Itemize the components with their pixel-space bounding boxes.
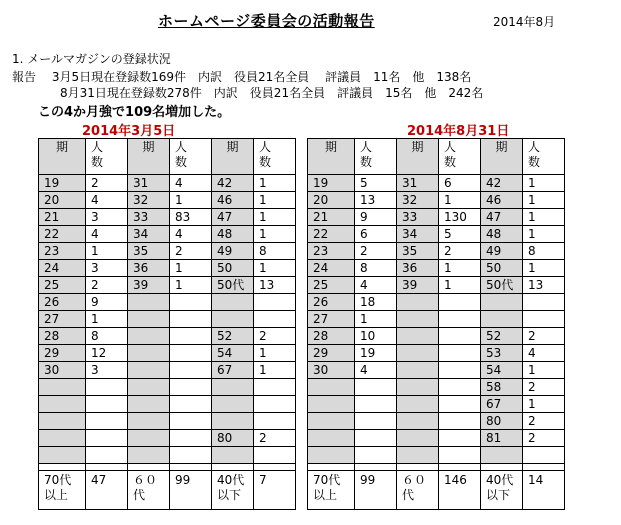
count-cell: 1: [523, 260, 565, 277]
spacer-cell: [523, 464, 565, 471]
table-row: [39, 430, 565, 447]
count-cell: 1: [86, 311, 128, 328]
table-row: [39, 243, 565, 260]
section-heading: 1. メールマガジンの登録状況: [12, 52, 171, 66]
count-cell: 1: [86, 243, 128, 260]
spacer-row: [39, 464, 565, 471]
count-cell: [439, 311, 481, 328]
count-cell: 1: [254, 209, 296, 226]
count-cell: [170, 447, 212, 464]
panel-gap: [296, 311, 308, 328]
term-cell: 27: [39, 311, 86, 328]
term-cell: [128, 430, 170, 447]
count-cell: [523, 294, 565, 311]
term-cell: [128, 345, 170, 362]
count-cell: 1: [523, 362, 565, 379]
term-cell: [128, 311, 170, 328]
count-cell: 人 数: [355, 139, 397, 175]
panel-gap: [296, 226, 308, 243]
term-cell: 21: [308, 209, 355, 226]
count-cell: 4: [355, 277, 397, 294]
term-cell: 30: [308, 362, 355, 379]
report-date: 2014年8月: [493, 15, 556, 29]
count-cell: 4: [170, 226, 212, 243]
term-cell: 期: [308, 139, 355, 175]
term-cell: [397, 345, 439, 362]
report-line-march: 報告 3月5日現在登録数169件 内訳 役員21名全員 評議員 11名 他 138名: [12, 70, 472, 84]
term-cell: 50: [212, 260, 254, 277]
spacer-cell: [254, 464, 296, 471]
count-cell: [86, 379, 128, 396]
term-cell: 31: [397, 175, 439, 192]
count-cell: [439, 447, 481, 464]
term-cell: 52: [212, 328, 254, 345]
term-cell: 27: [308, 311, 355, 328]
panel-gap: [296, 471, 308, 510]
term-cell: [128, 447, 170, 464]
header-row: [39, 139, 565, 175]
term-cell: 54: [212, 345, 254, 362]
count-cell: 1: [439, 192, 481, 209]
term-cell: 23: [308, 243, 355, 260]
term-cell: [397, 328, 439, 345]
panel-gap: [296, 345, 308, 362]
panel-gap: [296, 277, 308, 294]
count-cell: [355, 413, 397, 430]
count-cell: 人 数: [86, 139, 128, 175]
term-cell: ６０ 代: [397, 471, 439, 510]
count-cell: 12: [86, 345, 128, 362]
term-cell: 20: [308, 192, 355, 209]
term-cell: [128, 362, 170, 379]
term-cell: [397, 447, 439, 464]
term-cell: 40代 以下: [481, 471, 523, 510]
table-row: [39, 396, 565, 413]
table-row: [39, 175, 565, 192]
count-cell: [355, 430, 397, 447]
count-cell: [355, 447, 397, 464]
term-cell: 期: [397, 139, 439, 175]
count-cell: 130: [439, 209, 481, 226]
table-row: [39, 328, 565, 345]
count-cell: [254, 413, 296, 430]
term-cell: [397, 430, 439, 447]
term-cell: [397, 379, 439, 396]
table-row: [39, 192, 565, 209]
panel-date-march: 2014年3月5日: [82, 124, 176, 139]
term-cell: [397, 294, 439, 311]
term-cell: 50代: [481, 277, 523, 294]
term-cell: 80: [481, 413, 523, 430]
term-cell: [128, 379, 170, 396]
term-cell: 42: [212, 175, 254, 192]
panel-gap: [296, 362, 308, 379]
count-cell: 人 数: [523, 139, 565, 175]
count-cell: 2: [439, 243, 481, 260]
count-cell: [170, 345, 212, 362]
count-cell: 6: [439, 175, 481, 192]
term-cell: 40代 以下: [212, 471, 254, 510]
report-line-august: 8月31日現在登録数278件 内訳 役員21名全員 評議員 15名 他 242名: [60, 86, 484, 100]
count-cell: [86, 413, 128, 430]
count-cell: 1: [254, 226, 296, 243]
count-cell: 3: [86, 209, 128, 226]
spacer-cell: [439, 464, 481, 471]
count-cell: [170, 328, 212, 345]
table-row: [39, 209, 565, 226]
table-row: [39, 379, 565, 396]
count-cell: [439, 362, 481, 379]
count-cell: 1: [523, 396, 565, 413]
term-cell: [397, 311, 439, 328]
count-cell: [439, 345, 481, 362]
count-cell: 47: [86, 471, 128, 510]
term-cell: [39, 379, 86, 396]
table-row: [39, 447, 565, 464]
count-cell: 83: [170, 209, 212, 226]
spacer-cell: [397, 464, 439, 471]
count-cell: 7: [254, 471, 296, 510]
table-row: [39, 260, 565, 277]
term-cell: 58: [481, 379, 523, 396]
count-cell: 13: [523, 277, 565, 294]
count-cell: [170, 396, 212, 413]
term-cell: 33: [128, 209, 170, 226]
term-cell: 28: [308, 328, 355, 345]
term-cell: 35: [128, 243, 170, 260]
term-cell: 80: [212, 430, 254, 447]
count-cell: 2: [523, 430, 565, 447]
count-cell: 4: [86, 226, 128, 243]
spacer-cell: [128, 464, 170, 471]
count-cell: 3: [86, 260, 128, 277]
panel-gap: [296, 139, 308, 175]
spacer-cell: [86, 464, 128, 471]
count-cell: 1: [254, 260, 296, 277]
increase-note: この4か月強で109名増加した。: [38, 105, 231, 120]
term-cell: [481, 311, 523, 328]
term-cell: [481, 447, 523, 464]
term-cell: 39: [397, 277, 439, 294]
term-cell: [212, 294, 254, 311]
term-cell: [128, 396, 170, 413]
table-row: [39, 277, 565, 294]
term-cell: 32: [397, 192, 439, 209]
term-cell: 24: [39, 260, 86, 277]
panel-gap: [296, 413, 308, 430]
membership-table: [38, 138, 565, 510]
table-row: [39, 311, 565, 328]
count-cell: [170, 413, 212, 430]
count-cell: 10: [355, 328, 397, 345]
panel-gap: [296, 396, 308, 413]
count-cell: 4: [523, 345, 565, 362]
count-cell: 5: [355, 175, 397, 192]
term-cell: 48: [212, 226, 254, 243]
count-cell: 99: [170, 471, 212, 510]
page-title: ホームページ委員会の活動報告: [158, 12, 375, 30]
count-cell: [254, 311, 296, 328]
count-cell: [170, 294, 212, 311]
term-cell: [212, 396, 254, 413]
spacer-cell: [355, 464, 397, 471]
term-cell: 29: [308, 345, 355, 362]
count-cell: 5: [439, 226, 481, 243]
table-row: [39, 226, 565, 243]
count-cell: 2: [355, 243, 397, 260]
count-cell: [254, 379, 296, 396]
term-cell: 31: [128, 175, 170, 192]
count-cell: 2: [523, 379, 565, 396]
term-cell: 期: [481, 139, 523, 175]
term-cell: [397, 362, 439, 379]
term-cell: 34: [128, 226, 170, 243]
table-row: [39, 362, 565, 379]
panel-gap: [296, 447, 308, 464]
term-cell: [308, 430, 355, 447]
term-cell: 50: [481, 260, 523, 277]
term-cell: 36: [397, 260, 439, 277]
term-cell: 35: [397, 243, 439, 260]
count-cell: [86, 447, 128, 464]
count-cell: [86, 430, 128, 447]
count-cell: 2: [523, 413, 565, 430]
count-cell: [439, 413, 481, 430]
term-cell: 24: [308, 260, 355, 277]
term-cell: 26: [39, 294, 86, 311]
term-cell: 期: [212, 139, 254, 175]
table-row: [39, 294, 565, 311]
panel-gap: [296, 192, 308, 209]
count-cell: 1: [170, 260, 212, 277]
count-cell: 9: [86, 294, 128, 311]
panel-gap: [296, 260, 308, 277]
count-cell: 2: [170, 243, 212, 260]
term-cell: 23: [39, 243, 86, 260]
count-cell: 14: [523, 471, 565, 510]
count-cell: 人 数: [439, 139, 481, 175]
spacer-cell: [296, 464, 308, 471]
count-cell: [170, 311, 212, 328]
term-cell: 32: [128, 192, 170, 209]
table-row: [39, 413, 565, 430]
spacer-cell: [212, 464, 254, 471]
term-cell: [128, 413, 170, 430]
count-cell: [170, 430, 212, 447]
count-cell: 146: [439, 471, 481, 510]
count-cell: [523, 447, 565, 464]
count-cell: 2: [86, 277, 128, 294]
count-cell: 1: [254, 175, 296, 192]
term-cell: [212, 311, 254, 328]
count-cell: 99: [355, 471, 397, 510]
count-cell: 4: [170, 175, 212, 192]
count-cell: 1: [254, 192, 296, 209]
count-cell: [355, 396, 397, 413]
term-cell: 34: [397, 226, 439, 243]
term-cell: 21: [39, 209, 86, 226]
term-cell: 81: [481, 430, 523, 447]
count-cell: 1: [523, 175, 565, 192]
term-cell: 46: [481, 192, 523, 209]
count-cell: 1: [523, 226, 565, 243]
count-cell: 8: [355, 260, 397, 277]
term-cell: 22: [39, 226, 86, 243]
count-cell: 8: [254, 243, 296, 260]
term-cell: 70代 以上: [39, 471, 86, 510]
panel-gap: [296, 175, 308, 192]
term-cell: 期: [128, 139, 170, 175]
count-cell: 1: [355, 311, 397, 328]
count-cell: 19: [355, 345, 397, 362]
count-cell: 1: [523, 209, 565, 226]
term-cell: 期: [39, 139, 86, 175]
term-cell: 48: [481, 226, 523, 243]
count-cell: 1: [170, 277, 212, 294]
term-cell: 29: [39, 345, 86, 362]
count-cell: 3: [86, 362, 128, 379]
count-cell: 1: [254, 362, 296, 379]
count-cell: [170, 362, 212, 379]
term-cell: 26: [308, 294, 355, 311]
panel-gap: [296, 209, 308, 226]
term-cell: 25: [308, 277, 355, 294]
term-cell: 49: [481, 243, 523, 260]
count-cell: 8: [523, 243, 565, 260]
count-cell: 8: [86, 328, 128, 345]
panel-gap: [296, 379, 308, 396]
count-cell: [254, 396, 296, 413]
term-cell: [308, 413, 355, 430]
count-cell: 2: [254, 328, 296, 345]
term-cell: [212, 447, 254, 464]
spacer-cell: [308, 464, 355, 471]
term-cell: [39, 413, 86, 430]
count-cell: [439, 396, 481, 413]
count-cell: [439, 328, 481, 345]
term-cell: 20: [39, 192, 86, 209]
count-cell: 6: [355, 226, 397, 243]
table-row: [39, 345, 565, 362]
term-cell: [397, 396, 439, 413]
term-cell: 30: [39, 362, 86, 379]
term-cell: 42: [481, 175, 523, 192]
term-cell: 28: [39, 328, 86, 345]
term-cell: 49: [212, 243, 254, 260]
count-cell: [86, 396, 128, 413]
term-cell: [212, 379, 254, 396]
summary-row: [39, 471, 565, 510]
term-cell: 67: [212, 362, 254, 379]
count-cell: 18: [355, 294, 397, 311]
count-cell: 4: [355, 362, 397, 379]
term-cell: 46: [212, 192, 254, 209]
term-cell: [39, 396, 86, 413]
panel-gap: [296, 243, 308, 260]
term-cell: 25: [39, 277, 86, 294]
term-cell: [308, 447, 355, 464]
term-cell: 19: [308, 175, 355, 192]
term-cell: [481, 294, 523, 311]
count-cell: 13: [355, 192, 397, 209]
count-cell: 1: [439, 277, 481, 294]
count-cell: 1: [523, 192, 565, 209]
term-cell: 67: [481, 396, 523, 413]
term-cell: 47: [212, 209, 254, 226]
term-cell: [308, 396, 355, 413]
count-cell: [523, 311, 565, 328]
count-cell: 9: [355, 209, 397, 226]
count-cell: [439, 379, 481, 396]
count-cell: [439, 430, 481, 447]
term-cell: [39, 447, 86, 464]
count-cell: 2: [254, 430, 296, 447]
panel-date-august: 2014年8月31日: [407, 124, 510, 139]
spacer-cell: [481, 464, 523, 471]
count-cell: [355, 379, 397, 396]
count-cell: [254, 447, 296, 464]
term-cell: 50代: [212, 277, 254, 294]
count-cell: 2: [86, 175, 128, 192]
count-cell: 2: [523, 328, 565, 345]
term-cell: 47: [481, 209, 523, 226]
count-cell: 4: [86, 192, 128, 209]
term-cell: 36: [128, 260, 170, 277]
spacer-cell: [170, 464, 212, 471]
count-cell: [170, 379, 212, 396]
count-cell: 1: [170, 192, 212, 209]
term-cell: 52: [481, 328, 523, 345]
panel-gap: [296, 328, 308, 345]
term-cell: [128, 328, 170, 345]
count-cell: 人 数: [170, 139, 212, 175]
term-cell: [39, 430, 86, 447]
term-cell: 39: [128, 277, 170, 294]
term-cell: [397, 413, 439, 430]
term-cell: 22: [308, 226, 355, 243]
term-cell: 54: [481, 362, 523, 379]
spacer-cell: [39, 464, 86, 471]
count-cell: 人 数: [254, 139, 296, 175]
term-cell: [308, 379, 355, 396]
term-cell: ６０ 代: [128, 471, 170, 510]
panel-gap: [296, 294, 308, 311]
count-cell: [254, 294, 296, 311]
panel-gap: [296, 430, 308, 447]
term-cell: 70代 以上: [308, 471, 355, 510]
count-cell: 1: [439, 260, 481, 277]
count-cell: 13: [254, 277, 296, 294]
count-cell: [439, 294, 481, 311]
count-cell: 1: [254, 345, 296, 362]
term-cell: 53: [481, 345, 523, 362]
term-cell: 33: [397, 209, 439, 226]
term-cell: [212, 413, 254, 430]
term-cell: [128, 294, 170, 311]
term-cell: 19: [39, 175, 86, 192]
